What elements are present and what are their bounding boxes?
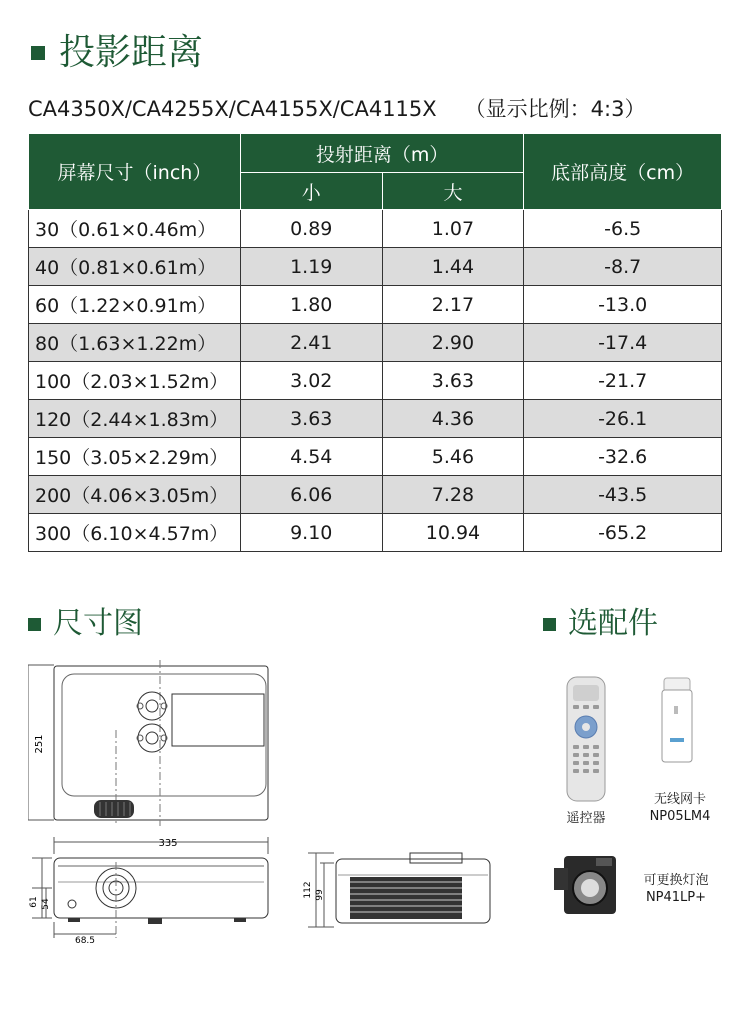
section-title-accessories (543, 606, 658, 641)
cell-screen: 200（4.06×3.05m） (29, 476, 241, 514)
projection-distance-table (28, 133, 722, 552)
cell-bottom: -26.1 (524, 400, 722, 438)
dim-width-label: 335 (158, 838, 178, 849)
cell-bottom: -17.4 (524, 324, 722, 362)
cell-bottom: -32.6 (524, 438, 722, 476)
accessory-name: 无线网卡 (653, 792, 706, 807)
dim-depth-label: 251 (34, 734, 45, 754)
remote-control-image (565, 675, 607, 803)
header-throw-distance: 投射距离（m） (240, 134, 523, 173)
section-title-projection (31, 32, 204, 73)
section-title-text: 选配件 (568, 606, 658, 641)
cell-screen: 150（3.05×2.29m） (29, 438, 241, 476)
cell-min: 6.06 (240, 476, 382, 514)
table-row (29, 438, 722, 476)
cell-min: 4.54 (240, 438, 382, 476)
section-marker (28, 618, 41, 631)
cell-min: 1.80 (240, 286, 382, 324)
cell-max: 2.17 (382, 286, 524, 324)
accessory-name: 可更换灯泡 (643, 873, 709, 888)
section-marker (31, 46, 45, 60)
cell-max: 2.90 (382, 324, 524, 362)
header-screen-size: 屏幕尺寸（inch） (29, 134, 241, 210)
dim-lens-offset-label: 68.5 (74, 936, 96, 944)
cell-bottom: -6.5 (524, 210, 722, 248)
table-row (29, 248, 722, 286)
accessory-remote-label (555, 810, 617, 827)
cell-max: 4.36 (382, 400, 524, 438)
table-row (29, 362, 722, 400)
cell-screen: 120（2.44×1.83m） (29, 400, 241, 438)
table-row (29, 286, 722, 324)
cell-min: 3.02 (240, 362, 382, 400)
section-title-dimensions (28, 606, 143, 641)
cell-max: 1.44 (382, 248, 524, 286)
header-bottom-height: 底部高度（cm） (524, 134, 722, 210)
table-row (29, 400, 722, 438)
accessory-wireless-label (640, 791, 720, 825)
accessory-model: NP41LP+ (645, 890, 707, 905)
top-view-drawing (28, 660, 278, 830)
dim-side-h1-label: 112 (303, 881, 313, 899)
cell-max: 10.94 (382, 514, 524, 552)
cell-screen: 100（2.03×1.52m） (29, 362, 241, 400)
accessory-name: 遥控器 (566, 811, 606, 826)
cell-screen: 30（0.61×0.46m） (29, 210, 241, 248)
table-row (29, 476, 722, 514)
cell-max: 5.46 (382, 438, 524, 476)
cell-bottom: -43.5 (524, 476, 722, 514)
cell-bottom: -21.7 (524, 362, 722, 400)
accessory-lamp-label (634, 872, 718, 906)
header-max: 大 (382, 173, 524, 210)
cell-bottom: -65.2 (524, 514, 722, 552)
cell-max: 7.28 (382, 476, 524, 514)
front-view-drawing (28, 832, 278, 944)
cell-screen: 60（1.22×0.91m） (29, 286, 241, 324)
cell-bottom: -13.0 (524, 286, 722, 324)
wireless-lan-dongle-image (660, 676, 694, 764)
table-row (29, 210, 722, 248)
cell-min: 3.63 (240, 400, 382, 438)
cell-max: 1.07 (382, 210, 524, 248)
cell-screen: 80（1.63×1.22m） (29, 324, 241, 362)
section-title-text: 尺寸图 (53, 606, 143, 641)
replacement-lamp-image (552, 852, 624, 920)
header-min: 小 (240, 173, 382, 210)
cell-max: 3.63 (382, 362, 524, 400)
cell-min: 2.41 (240, 324, 382, 362)
table-row (29, 514, 722, 552)
aspect-ratio: （显示比例：4:3） (464, 97, 646, 121)
cell-min: 0.89 (240, 210, 382, 248)
cell-screen: 40（0.81×0.61m） (29, 248, 241, 286)
dim-h2-label: 54 (41, 898, 51, 910)
dim-side-h2-label: 99 (315, 889, 325, 901)
accessory-model: NP05LM4 (649, 809, 711, 824)
cell-min: 9.10 (240, 514, 382, 552)
cell-screen: 300（6.10×4.57m） (29, 514, 241, 552)
cell-min: 1.19 (240, 248, 382, 286)
table-row (29, 324, 722, 362)
section-title-text: 投影距离 (59, 32, 204, 73)
section-marker (543, 618, 556, 631)
model-list: CA4350X/CA4255X/CA4155X/CA4115X (28, 97, 437, 121)
dim-h1-label: 61 (29, 896, 39, 908)
cell-bottom: -8.7 (524, 248, 722, 286)
side-view-drawing (298, 845, 498, 930)
model-line (28, 93, 645, 123)
